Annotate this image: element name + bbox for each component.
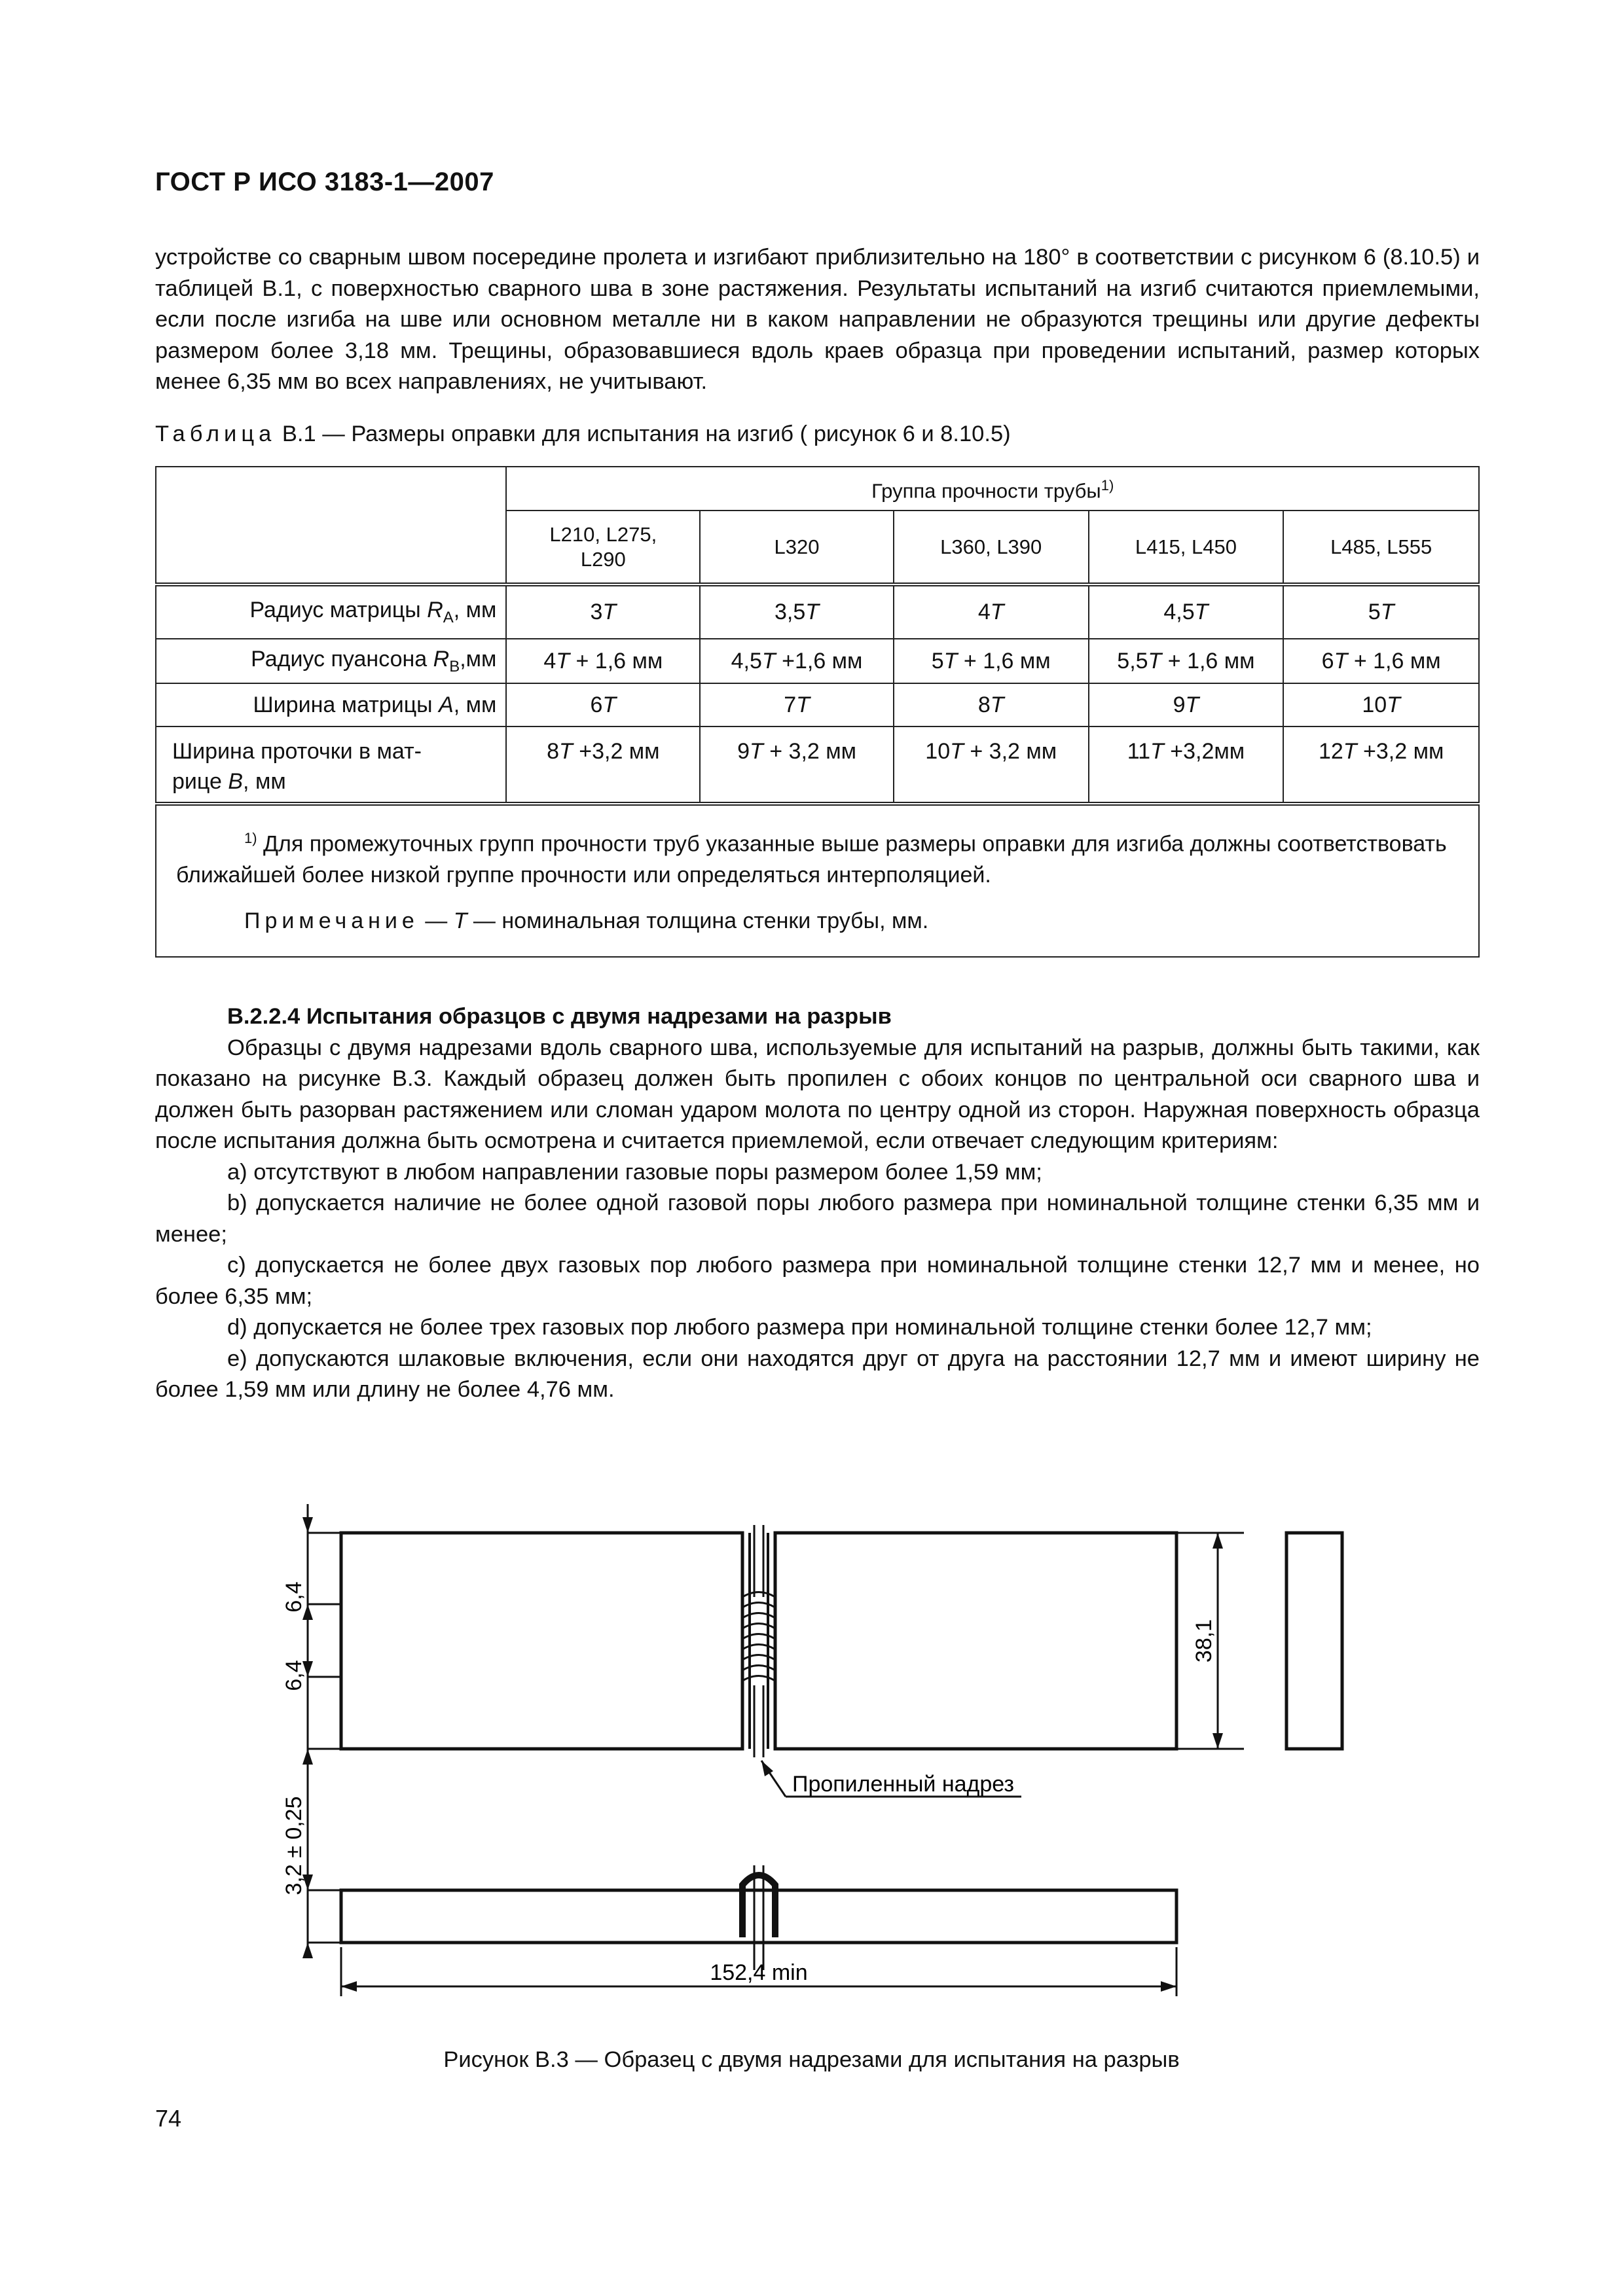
dim-thickness: 3,2 ± 0,25 (282, 1796, 306, 1895)
document-header: ГОСТ Р ИСО 3183-1—2007 (155, 168, 494, 196)
dim-length: 152,4 min (710, 1960, 808, 1985)
table-cell: 6T + 1,6 мм (1283, 639, 1479, 683)
notch-label: Пропиленный надрез (792, 1772, 1015, 1797)
table-cell: 10T + 3,2 мм (894, 726, 1089, 804)
group-header: Группа прочности трубы$^{1)}$ (506, 467, 1479, 511)
figure-caption: Рисунок В.3 — Образец с двумя надрезами для испытания на разрыв (443, 2047, 1180, 2072)
dim-top2: 6,4 (282, 1660, 306, 1691)
table-cell: 11T +3,2мм (1089, 726, 1284, 804)
table-cell: 3,5T (700, 584, 894, 639)
column-header: L320 (700, 511, 894, 584)
right-plate (775, 1533, 1176, 1749)
column-header: L415, L450 (1089, 511, 1284, 584)
table-footnote: $^{1)}$ Для промежуточных групп прочности труб указанные выше размеры оправки для изгиба должны соответствовать ближайшей более низкой группе прочности или определяться интерполяцией. (176, 830, 1447, 888)
table-cell: 4,5T +1,6 мм (700, 639, 894, 683)
intro-text: устройстве со сварным швом посередине пролета и изгибают приблизительно на 180° в соответствии с рисунком 6 (8.10.5) и таблицей В.1, с поверхностью сварного шва в зоне растяжения. Результаты испытаний на изгиб считаются приемлемыми, если после изгиба на шве или основном металле ни в каком направлении не образуются трещины или другие дефекты размером более 3,18 мм. Трещины, образовавшиеся вдоль краев образца при проведении испытаний, размер которых менее 6,35 мм во всех направлениях, не учитывают. (155, 245, 1480, 394)
table-cell: 8T (894, 683, 1089, 726)
page-number: 74 (155, 2105, 182, 2132)
table-cell: 5T + 1,6 мм (894, 639, 1089, 683)
table-cell: 6T (506, 683, 700, 726)
criteria-item: e) допускаются шлаковые включения, если они находятся друг от друга на расстоянии 12,7 мм и имеют ширину не более 1,59 мм или длину не более 4,76 мм. (155, 1346, 1480, 1402)
table-cell: 9T + 3,2 мм (700, 726, 894, 804)
bottom-view (341, 1890, 1176, 1943)
table-footer (156, 804, 1479, 957)
table-cell: 10T (1283, 683, 1479, 726)
specimen-figure (0, 1466, 1623, 2042)
intro-paragraph (155, 242, 1480, 398)
criteria-item: а) отсутствуют в любом направлении газовые поры размером более 1,59 мм; (227, 1159, 1042, 1185)
section-b224 (155, 1001, 1480, 1406)
table-cell: 5T (1283, 584, 1479, 639)
row-label: Радиус пуансона $R_B,мм$ (156, 639, 506, 683)
table-note: Примечание — T — номинальная толщина стенки трубы, мм. (244, 908, 929, 934)
criteria-item: d) допускается не более трех газовых пор любого размера при номинальной толщине стенки более 12,7 мм; (227, 1315, 1372, 1340)
row-label: Ширина матрицы A, мм (156, 683, 506, 726)
section-body: Образцы с двумя надрезами вдоль сварного шва, используемые для испытаний на разрыв, должны быть такими, как показано на рисунке В.3. Каждый образец должен быть пропилен с обоих концов по центральной оси сварного шва и должен быть разорван растяжением или сломан ударом молота по центру одной из сторон. Наружная поверхность образца после испытания должна быть осмотрена и считается приемлемой, если отвечает следующим критериям: (155, 1035, 1480, 1153)
column-header: L360, L390 (894, 511, 1089, 584)
weld-beads (742, 1592, 775, 1681)
table-cell: 4T (894, 584, 1089, 639)
side-view (1286, 1533, 1342, 1749)
table-caption (155, 422, 1011, 447)
table-cell: 3T (506, 584, 700, 639)
table-cell: 4,5T (1089, 584, 1284, 639)
criteria-item: b) допускается наличие не более одной газовой поры любого размера при номинальной толщине стенки 6,35 мм и менее; (155, 1191, 1480, 1247)
table-cell: 9T (1089, 683, 1284, 726)
mandrel-dimensions-table (155, 466, 1480, 958)
table-caption-text: В.1 — Размеры оправки для испытания на изгиб ( рисунок 6 и 8.10.5) (276, 422, 1011, 446)
row-label: Ширина проточки в мат- рице B, мм (156, 726, 506, 804)
table-caption-word: Таблица (155, 422, 276, 446)
table-cell: 8T +3,2 мм (506, 726, 700, 804)
column-header: L210, L275, L290 (506, 511, 700, 584)
table-corner-cell (156, 467, 506, 584)
table-cell: 7T (700, 683, 894, 726)
table-cell: 4T + 1,6 мм (506, 639, 700, 683)
left-plate (341, 1533, 742, 1749)
table-cell: 5,5T + 1,6 мм (1089, 639, 1284, 683)
column-header: L485, L555 (1283, 511, 1479, 584)
dim-top1: 6,4 (282, 1581, 306, 1613)
row-label: Радиус матрицы $R_A$, мм (156, 584, 506, 639)
section-title: В.2.2.4 Испытания образцов с двумя надрезами на разрыв (227, 1004, 892, 1029)
criteria-item: c) допускается не более двух газовых пор любого размера при номинальной толщине стенки 12,7 мм и менее, но более 6,35 мм; (155, 1253, 1480, 1309)
dim-height: 38,1 (1192, 1619, 1216, 1663)
table-cell: 12T +3,2 мм (1283, 726, 1479, 804)
